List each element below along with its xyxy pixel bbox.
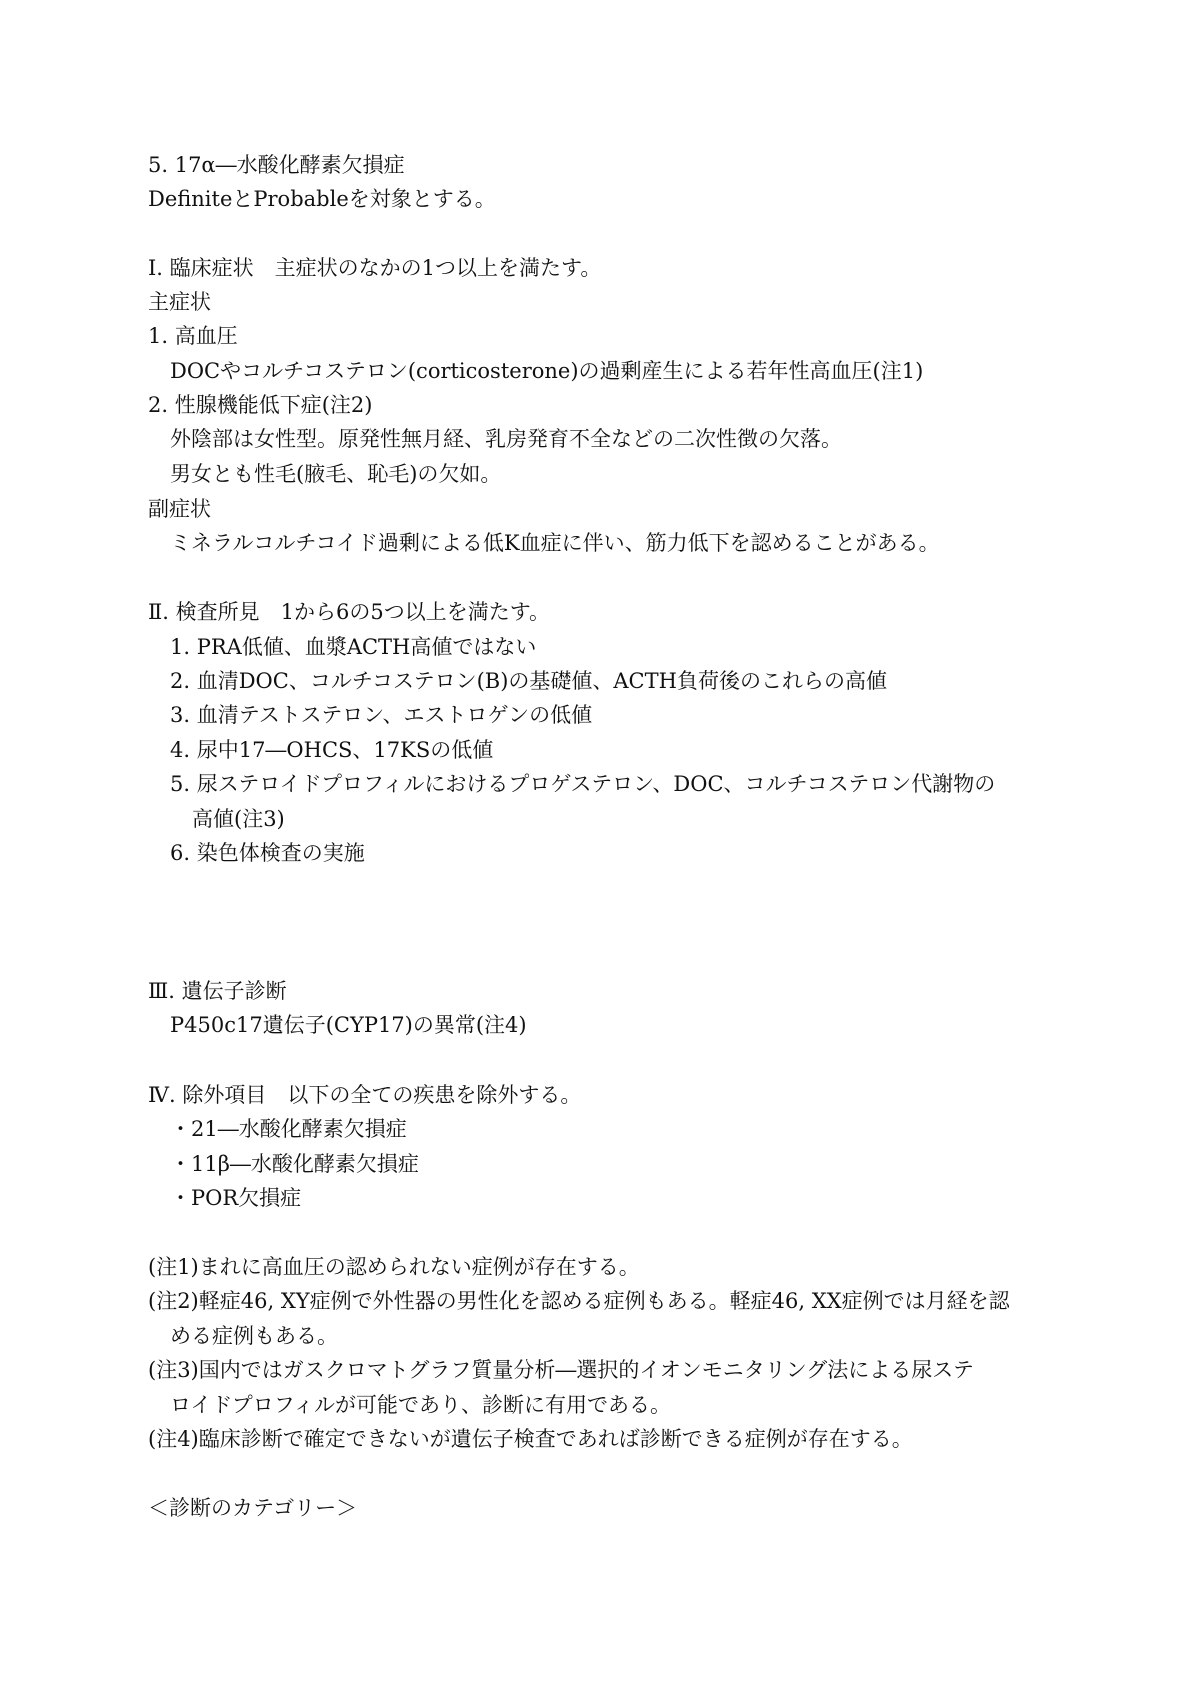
exclusion-item: ・11β―水酸化酵素欠損症 (170, 1152, 419, 1176)
note-1: (注1)まれに高血圧の認められない症例が存在する。 (148, 1255, 640, 1279)
scope-text: DefiniteとProbableを対象とする。 (148, 187, 496, 211)
symptom-item-1-desc: DOCやコルチコステロン(corticosterone)の過剰産生による若年性高血圧(注1) (170, 359, 924, 383)
sub-symptoms-label: 副症状 (148, 497, 211, 521)
exclusion-item: ・21―水酸化酵素欠損症 (170, 1117, 407, 1141)
lab-finding-item: 2. 血清DOC、コルチコステロン(B)の基礎値、ACTH負荷後のこれらの高値 (170, 669, 887, 693)
lab-finding-item: 6. 染色体検査の実施 (170, 841, 365, 865)
lab-finding-item: 4. 尿中17―OHCS、17KSの低値 (170, 738, 494, 762)
section3-heading: Ⅲ. 遺伝子診断 (148, 979, 287, 1003)
section2-heading: Ⅱ. 検査所見 1から6の5つ以上を満たす。 (148, 600, 551, 624)
main-symptoms-label: 主症状 (148, 290, 211, 314)
lab-finding-item: 1. PRA低値、血漿ACTH高値ではない (170, 635, 537, 659)
note-4: (注4)臨床診断で確定できないが遺伝子検査であれば診断できる症例が存在する。 (148, 1427, 913, 1451)
section4-heading: Ⅳ. 除外項目 以下の全ての疾患を除外する。 (148, 1083, 582, 1107)
lab-finding-item-continuation: 高値(注3) (192, 807, 285, 831)
note-2: (注2)軽症46, XY症例で外性器の男性化を認める症例もある。軽症46, XX症例では月経を認 (148, 1289, 1010, 1313)
symptom-item-2-desc: 外陰部は女性型。原発性無月経、乳房発育不全などの二次性徴の欠落。 (170, 427, 842, 451)
category-heading: ＜診断のカテゴリー＞ (148, 1496, 358, 1520)
section1-heading: Ⅰ. 臨床症状 主症状のなかの1つ以上を満たす。 (148, 256, 602, 280)
symptom-item-2: 2. 性腺機能低下症(注2) (148, 393, 373, 417)
note-3-continuation: ロイドプロフィルが可能であり、診断に有用である。 (170, 1393, 672, 1417)
symptom-item-1: 1. 高血圧 (148, 324, 238, 348)
note-2-continuation: める症例もある。 (170, 1324, 338, 1348)
symptom-item-2-desc: 男女とも性毛(腋毛、恥毛)の欠如。 (170, 462, 502, 486)
sub-symptoms-desc: ミネラルコルチコイド過剰による低K血症に伴い、筋力低下を認めることがある。 (170, 531, 940, 555)
page-title: 5. 17α―水酸化酵素欠損症 (148, 153, 405, 177)
exclusion-item: ・POR欠損症 (170, 1186, 302, 1210)
lab-finding-item: 3. 血清テストステロン、エストロゲンの低値 (170, 703, 593, 727)
genetic-desc: P450c17遺伝子(CYP17)の異常(注4) (170, 1013, 527, 1037)
note-3: (注3)国内ではガスクロマトグラフ質量分析―選択的イオンモニタリング法による尿ステ (148, 1358, 974, 1382)
lab-finding-item: 5. 尿ステロイドプロフィルにおけるプロゲステロン、DOC、コルチコステロン代謝物の (170, 772, 996, 796)
